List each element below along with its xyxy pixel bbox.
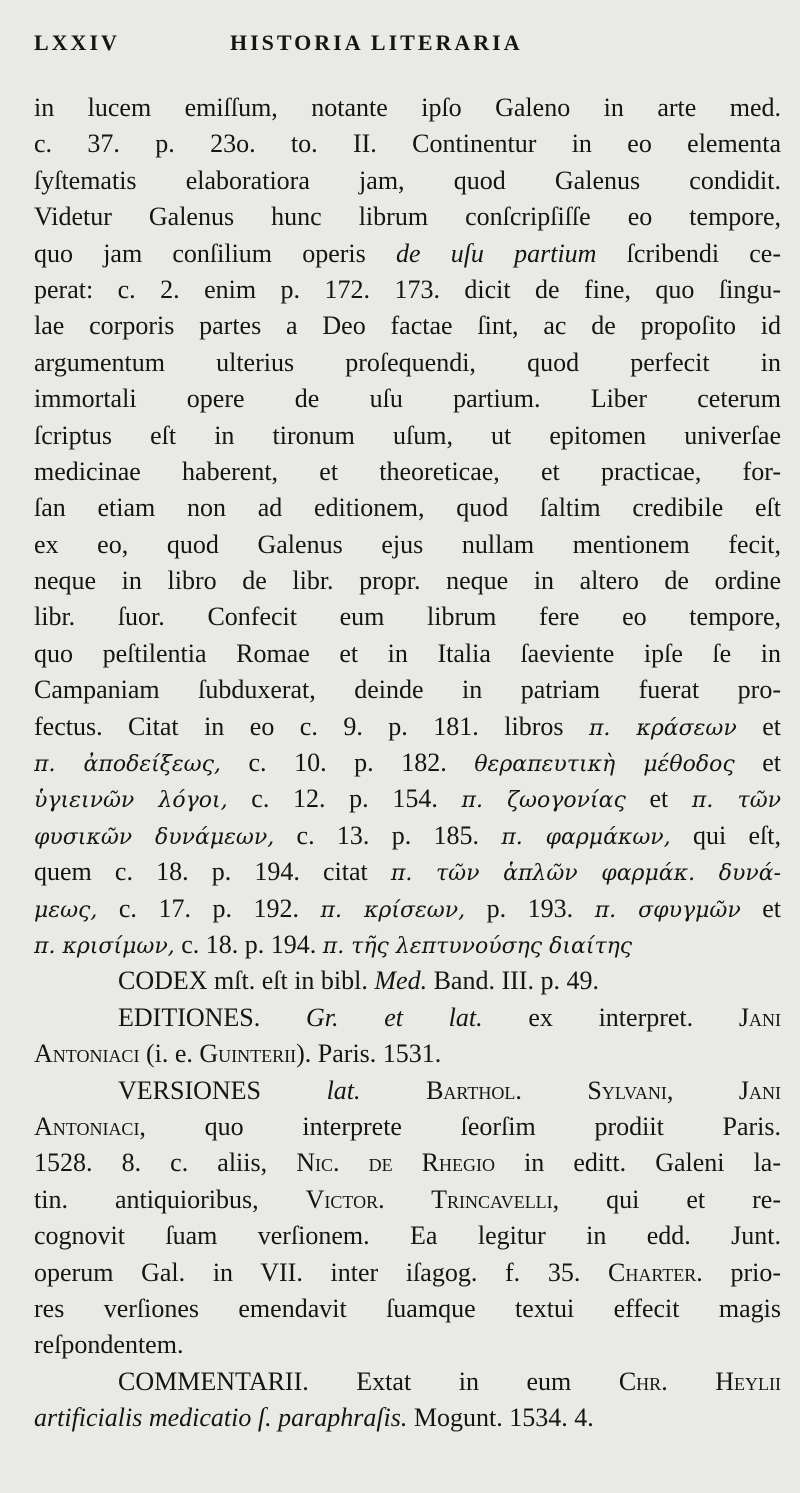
text-segment: et [625,784,692,814]
text-line [34,745,781,781]
greek-text: π. ζωογονίας [461,788,626,814]
text-segment: Mogunt. 1534. 4. [407,1403,594,1433]
greek-text: π. τῆς λεπτυνούσης διαίτης [322,933,633,959]
text-segment: argumentum ulterius proſequendi, quod perfecit in [34,347,781,377]
text-line [34,563,781,599]
small-caps-name: Barthol. Sylvani, [426,1075,674,1105]
text-segment: lae corporis partes a Deo factae ſint, ac de propoſito id [34,311,781,341]
text-line [34,963,781,999]
text-segment: quo jam conſilium operis [34,238,396,268]
text-segment: qui eſt, [670,820,781,850]
text-line [34,1145,781,1181]
text-line [34,1364,781,1400]
text-segment: 1528. 8. c. aliis, [34,1148,297,1178]
text-segment: neque in libro de libr. propr. neque in altero de ordine [34,566,781,596]
greek-text: μεως, [34,897,98,923]
text-segment: c. 10. p. 182. [220,748,475,778]
text-segment: prio- [702,1257,781,1287]
greek-text: π. ἀποδείξεως, [34,752,221,778]
text-segment: p. 193. [465,893,595,923]
text-line [34,381,781,417]
text-line [34,126,781,162]
text-segment: reſpondentem. [34,1330,184,1360]
text-line [34,1400,781,1436]
text-line [34,199,781,235]
text-line [34,90,781,126]
text-line [34,1182,781,1218]
text-segment: quem c. 18. p. 194. citat [34,857,391,887]
text-line [34,1109,781,1145]
text-segment: c. 18. p. 194. [174,929,323,959]
text-segment: et [736,711,781,741]
text-line [34,418,781,454]
text-segment: ex interpret. [482,1002,739,1032]
text-line [34,854,781,890]
text-segment: operum Gal. in VII. inter iſagog. f. 35. [34,1257,609,1287]
text-line [34,818,781,854]
text-line [34,236,781,272]
text-segment [361,1076,427,1105]
text-line [34,672,781,708]
greek-text: π. τῶν [691,788,781,814]
greek-text: π. φαρμάκων, [501,824,671,850]
text-segment: Videtur Galenus hunc librum conſcripſiſſe eo tempore, [34,202,781,232]
text-segment: quo interprete ſeorſim prodiit Paris. [145,1111,781,1141]
greek-text: π. κρίσεων, [320,897,466,923]
text-segment: quo peſtilentia Romae et in Italia ſaeviente ipſe ſe in [34,638,781,668]
text-line [34,1036,781,1072]
text-segment: c. 17. p. 192. [97,893,321,923]
text-segment: ſcriptus eſt in tironum uſum, ut epitomen univerſae [34,420,781,450]
text-line [34,1255,781,1291]
text-segment: medicinae haberent, et theoreticae, et practicae, for- [34,456,781,486]
text-segment: qui et re- [559,1184,781,1214]
text-segment: et [740,893,781,923]
text-segment: ſyſtematis elaboratiora jam, quod Galenus condidit. [34,165,781,195]
text-segment: cognovit ſuam verſionem. Ea legitur in edd. Junt. [34,1221,781,1251]
text-segment: c. 13. p. 185. [274,820,502,850]
small-caps-name: Jani [738,1075,781,1105]
body-text [34,90,781,1436]
running-title: HISTORIA LITERARIA [230,30,523,55]
small-caps-name: Antoniaci [34,1039,140,1069]
text-segment: res verſiones emendavit ſuamque textui effecit magis [34,1293,781,1323]
italic-text: Med. [374,966,428,996]
text-line [34,781,781,817]
text-line [34,599,781,635]
italic-text: de uſu partium [395,238,597,268]
small-caps-name: Jani [738,1002,781,1032]
page-number: LXXIV [34,30,120,55]
text-line [34,927,781,963]
italic-text: artificialis medicatio ſ. paraphraſis. [34,1403,408,1433]
text-line [34,163,781,199]
text-segment: tin. antiquioribus, [34,1184,306,1214]
text-line [34,709,781,745]
text-line [34,1073,781,1109]
text-segment: CODEX mſt. eſt in bibl. [118,966,375,996]
italic-text: lat. [326,1075,361,1105]
small-caps-name: Victor. Trincavelli, [305,1184,560,1214]
greek-text: ὑγιεινῶν λόγοι, [34,788,228,814]
text-segment: Band. III. p. 49. [427,966,599,996]
text-segment: ex eo, quod Galenus ejus nullam mentionem fecit, [34,529,781,559]
greek-text: θεραπευτικὴ μέθοδος [474,752,735,778]
text-line [34,891,781,927]
text-segment: c. 12. p. 154. [227,784,462,814]
greek-text: π. σφυγμῶν [594,897,741,923]
text-segment: immortali opere de uſu partium. Liber ceterum [34,384,781,414]
text-segment: ſan etiam non ad editionem, quod ſaltim credibile eſt [34,493,781,523]
text-segment: VERSIONES [118,1075,327,1105]
text-line [34,1000,781,1036]
text-line [34,527,781,563]
text-segment: ſcribendi ce- [596,238,781,268]
text-segment: in editt. Galeni la- [495,1148,781,1178]
text-segment: c. 37. p. 23o. to. II. Continentur in eo elementa [34,129,781,159]
greek-text: π. κρισίμων, [34,933,175,959]
text-segment: Campaniam ſubduxerat, deinde in patriam fuerat pro- [34,675,781,705]
greek-text: π. κράσεων [588,715,737,741]
text-segment: fectus. Citat in eo c. 9. p. 181. libros [34,711,589,741]
small-caps-name: Guinterii [199,1039,297,1069]
text-line [34,1218,781,1254]
small-caps-name: Antoniaci, [34,1111,146,1141]
italic-text: Gr. et lat. [305,1002,483,1032]
text-line [34,272,781,308]
text-segment: ). Paris. 1531. [296,1039,442,1069]
text-line [34,1291,781,1327]
text-line [34,490,781,526]
text-line [34,308,781,344]
text-line [34,1327,781,1363]
text-segment: (i. e. [139,1039,200,1069]
small-caps-name: Nic. de Rhegio [296,1148,495,1178]
small-caps-name: Charter. [608,1257,703,1287]
text-segment [673,1076,739,1105]
text-segment: EDITIONES. [118,1002,306,1032]
text-line [34,345,781,381]
small-caps-name: Chr. Heylii [618,1366,781,1396]
greek-text: φυσικῶν δυνάμεων, [34,824,275,850]
text-segment: COMMENTARII. Extat in eum [118,1366,619,1396]
greek-text: π. τῶν ἁπλῶν φαρμάκ. δυνά- [390,861,781,887]
text-segment: in lucem emiſſum, notante ipſo Galeno in arte med. [34,93,781,122]
text-segment: et [734,748,781,778]
text-line [34,636,781,672]
text-line [34,454,781,490]
text-segment: libr. ſuor. Confecit eum librum fere eo tempore, [34,602,781,632]
text-segment: perat: c. 2. enim p. 172. 173. dicit de fine, quo ſingu- [34,274,781,304]
